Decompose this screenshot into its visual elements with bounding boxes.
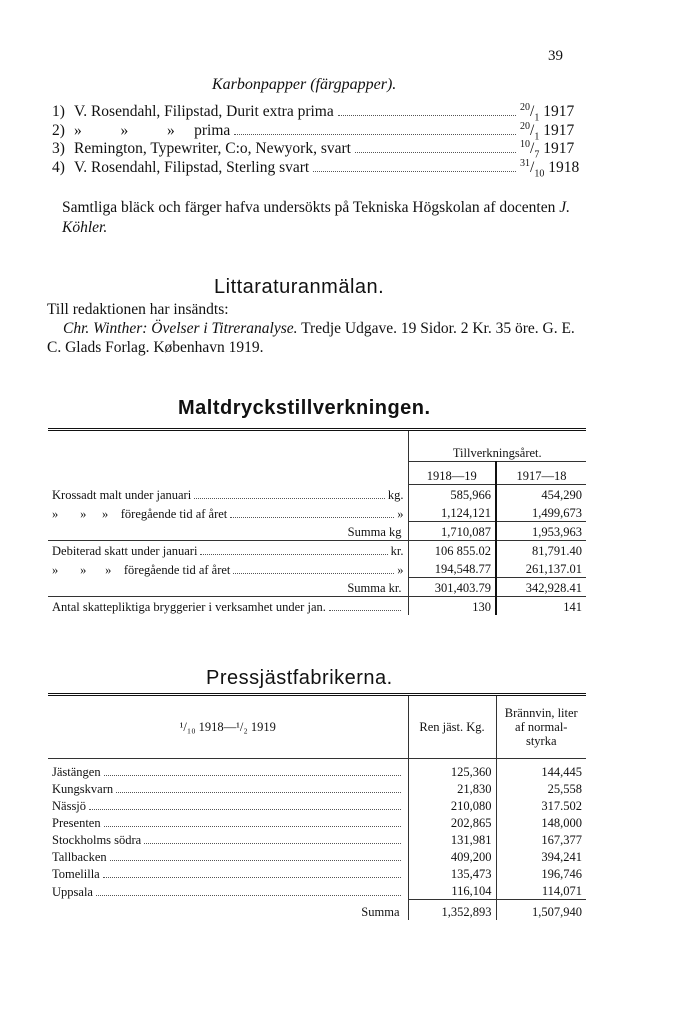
litt-rest: Tredje Udgave. 19 Sidor. 2 Kr. 35 öre. G. E. C. Glads Forlag. København 1919. — [47, 320, 575, 356]
date-year: 1917 — [543, 103, 575, 121]
press-summa-label: Summa — [361, 904, 400, 919]
karbon-list — [52, 102, 590, 179]
press-row-v2: 394,241 — [496, 848, 586, 865]
date-day: 20 — [520, 120, 530, 132]
leader-dots — [233, 573, 394, 574]
malt-row-label: » » » föregående tid af året — [52, 506, 228, 521]
malt-row-v1: 130 — [408, 597, 496, 616]
press-row-name: Tomelilla — [52, 867, 100, 881]
press-row — [48, 763, 586, 780]
malt-row-v1: 194,548.77 — [408, 559, 496, 578]
malt-row-unit: kg. — [387, 488, 404, 502]
malt-row-label-cell — [48, 503, 408, 522]
press-row-name-cell — [48, 882, 408, 900]
karbon-item-date: $^{20}/_1$ 1917 — [520, 102, 575, 124]
date-month: 1 — [534, 112, 540, 124]
malt-row-v2: 1,499,673 — [496, 503, 586, 522]
press-row — [48, 848, 586, 865]
litt-author: Chr. Winther: — [63, 320, 148, 337]
press-row-name-cell — [48, 814, 408, 831]
leader-dots — [104, 775, 401, 776]
leader-dots — [230, 517, 394, 518]
leader-dots — [96, 895, 401, 896]
press-row-name: Uppsala — [52, 884, 93, 899]
press-row-v2: 25,558 — [496, 780, 586, 797]
karbon-note-text: Samtliga bläck och färger hafva undersökts på Tekniska Högskolan af docenten — [62, 199, 556, 216]
karbon-item-num: 3) — [52, 140, 65, 158]
date-year: 1917 — [543, 121, 575, 139]
press-row-v1: 125,360 — [408, 763, 496, 780]
malt-row-label-cell — [48, 559, 408, 578]
press-row-name: Nässjö — [52, 799, 87, 813]
malt-row — [48, 485, 586, 504]
malt-row — [48, 522, 586, 541]
press-row — [48, 814, 586, 831]
malt-row-label: Krossadt malt under januari — [52, 488, 192, 502]
press-row — [48, 831, 586, 848]
malt-col2: 1917—18 — [496, 462, 586, 485]
press-row-name: Tallbacken — [52, 850, 107, 864]
malt-col1: 1918—19 — [408, 462, 496, 485]
date-day: 31 — [520, 157, 530, 169]
malt-row-unit: kr. — [390, 544, 404, 558]
litt-entry — [47, 319, 592, 357]
leader-dots — [89, 809, 400, 810]
press-summa-v2: 1,507,940 — [496, 900, 586, 920]
litt-line1: Till redaktionen har insändts: — [47, 301, 229, 318]
karbon-note-name: J. Köhler. — [62, 199, 570, 236]
karbon-item — [52, 139, 590, 161]
karbon-title: Karbonpapper (färgpapper). — [212, 76, 397, 93]
press-row-name: Presenten — [52, 816, 101, 830]
leader-dots — [355, 152, 516, 153]
press-table — [48, 693, 586, 920]
press-row-name-cell — [48, 831, 408, 848]
malt-row-v1: 1,710,087 — [408, 522, 496, 541]
press-row — [48, 882, 586, 900]
malt-group-header: Tillverkningsåret. — [408, 430, 586, 462]
malt-row-label-cell — [48, 541, 408, 560]
malt-row-label-cell — [48, 485, 408, 504]
press-row-v1: 21,830 — [408, 780, 496, 797]
malt-row-label: Summa kr. — [347, 581, 402, 595]
malt-row-v2: 81,791.40 — [496, 541, 586, 560]
karbon-item-date: $^{10}/_7$ 1917 — [520, 139, 575, 161]
press-row-v1: 135,473 — [408, 865, 496, 882]
karbon-item — [52, 102, 590, 124]
date-month: 10 — [534, 167, 545, 179]
press-row-v1: 202,865 — [408, 814, 496, 831]
date-day: 20 — [520, 102, 530, 113]
malt-table — [48, 428, 586, 615]
litt-book: Övelser i Titreranalyse. — [151, 320, 298, 337]
malt-row-v2: 141 — [496, 597, 586, 616]
press-heading: Pressjästfabrikerna. — [206, 667, 393, 689]
karbon-item-num: 2) — [52, 121, 65, 139]
press-row-v1: 116,104 — [408, 882, 496, 900]
malt-row-label: Summa kg — [347, 525, 402, 539]
press-row-name: Kungskvarn — [52, 782, 114, 796]
karbon-item-num: 4) — [52, 158, 65, 176]
litt-heading: Littaraturanmälan. — [214, 276, 385, 298]
karbon-item-text: V. Rosendahl, Filipstad, Sterling svart — [74, 158, 310, 176]
press-period: ¹/₁₀ 1918—¹/₂ 1919 — [48, 695, 408, 759]
leader-dots — [200, 554, 387, 555]
karbon-item-date: $^{20}/_1$ 1917 — [520, 120, 575, 142]
malt-row-unit: » — [397, 562, 404, 577]
malt-row-v2: 454,290 — [496, 485, 586, 504]
karbon-item — [52, 121, 590, 140]
malt-row — [48, 503, 586, 522]
karbon-item-text: » » » prima — [74, 121, 231, 139]
press-row-v1: 210,080 — [408, 797, 496, 814]
press-row-name: Jästängen — [52, 765, 101, 779]
karbon-note — [62, 198, 590, 238]
press-row-v2: 167,377 — [496, 831, 586, 848]
press-col2: Brännvin, liter af normal- styrka — [496, 695, 586, 759]
leader-dots — [194, 498, 385, 499]
leader-dots — [234, 134, 516, 135]
malt-row-v1: 585,966 — [408, 485, 496, 504]
malt-row-v2: 342,928.41 — [496, 578, 586, 597]
press-row — [48, 865, 586, 882]
leader-dots — [103, 877, 401, 878]
malt-row-label: Antal skattepliktiga bryggerier i verksamhet under jan. — [52, 600, 326, 614]
malt-heading: Maltdryckstillverkningen. — [178, 397, 431, 419]
leader-dots — [116, 792, 400, 793]
press-row-v2: 148,000 — [496, 814, 586, 831]
malt-row-label-cell — [48, 597, 408, 616]
leader-dots — [313, 171, 516, 172]
malt-row-v1: 106 855.02 — [408, 541, 496, 560]
karbon-item-text: Remington, Typewriter, C:o, Newyork, svart — [74, 140, 351, 158]
leader-dots — [329, 610, 401, 611]
malt-row-label: » » » föregående tid af året — [52, 562, 231, 577]
press-row-v2: 317.502 — [496, 797, 586, 814]
press-row-v1: 131,981 — [408, 831, 496, 848]
leader-dots — [104, 826, 401, 827]
karbon-item-date: $^{31}/_{10}$ 1918 — [520, 157, 580, 179]
date-month: 7 — [534, 149, 540, 161]
press-row — [48, 797, 586, 814]
press-row-name: Stockholms södra — [52, 833, 142, 847]
malt-row-unit: » — [397, 506, 404, 521]
malt-row — [48, 559, 586, 578]
litt-body — [47, 300, 592, 357]
karbon-item-num: 1) — [52, 103, 65, 121]
leader-dots — [144, 843, 400, 844]
page-number: 39 — [548, 48, 563, 64]
date-year: 1918 — [548, 158, 580, 176]
date-year: 1917 — [543, 140, 575, 158]
malt-row-v2: 1,953,963 — [496, 522, 586, 541]
malt-row-v2: 261,137.01 — [496, 559, 586, 578]
press-summa-v1: 1,352,893 — [408, 900, 496, 920]
malt-row-v1: 1,124,121 — [408, 503, 496, 522]
malt-row — [48, 578, 586, 597]
karbon-item — [52, 158, 590, 177]
malt-row — [48, 597, 586, 616]
date-day: 10 — [520, 139, 530, 150]
leader-dots — [110, 860, 401, 861]
press-row-v1: 409,200 — [408, 848, 496, 865]
press-row — [48, 780, 586, 797]
press-row-v2: 196,746 — [496, 865, 586, 882]
karbon-item-text: V. Rosendahl, Filipstad, Durit extra prima — [74, 103, 334, 121]
malt-row-v1: 301,403.79 — [408, 578, 496, 597]
press-row-name-cell — [48, 797, 408, 814]
press-col1: Ren jäst. Kg. — [408, 695, 496, 759]
press-row-name-cell — [48, 763, 408, 780]
press-row-name-cell — [48, 865, 408, 882]
press-row-v2: 114,071 — [496, 882, 586, 900]
press-row-v2: 144,445 — [496, 763, 586, 780]
date-month: 1 — [534, 130, 540, 142]
malt-row-label: Debiterad skatt under januari — [52, 544, 198, 558]
malt-row — [48, 541, 586, 560]
press-row-name-cell — [48, 780, 408, 797]
press-row-name-cell — [48, 848, 408, 865]
leader-dots — [338, 115, 516, 116]
